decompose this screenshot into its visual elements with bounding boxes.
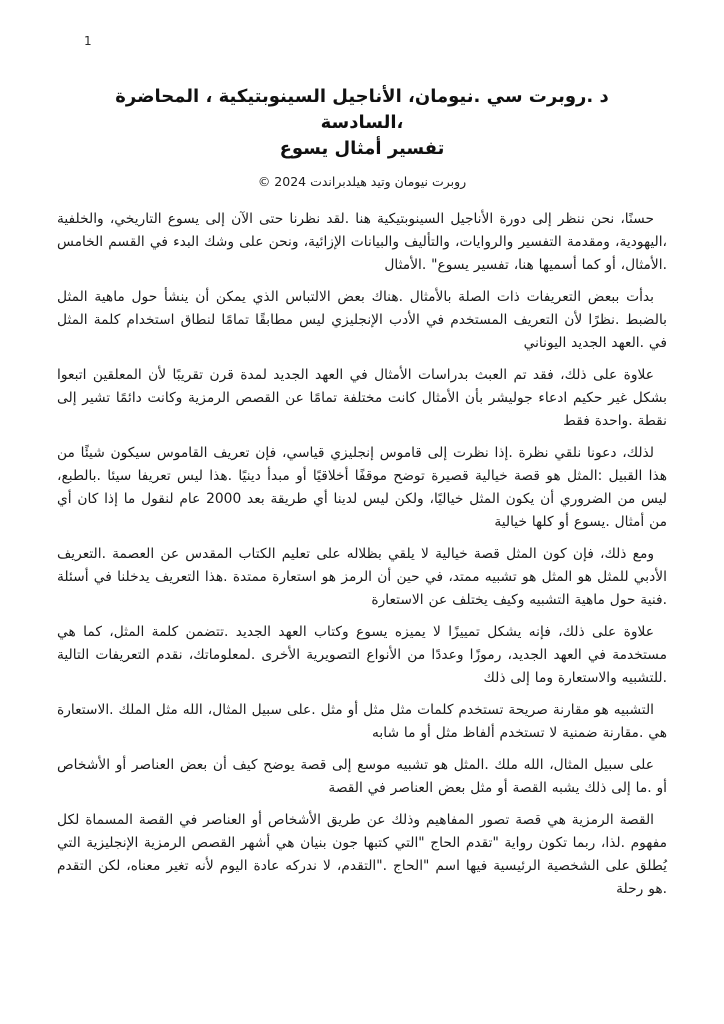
- paragraph-7: التشبيه هو مقارنة صريحة تستخدم كلمات مثل مثل أو مثل .على سبيل المثال، الله مثل الملك .الاستعارة هي .مقارنة ضمنية لا تستخدم ألفاظ مثل أو ما شابه: [57, 702, 667, 741]
- paragraph-5: ومع ذلك، فإن كون المثل قصة خيالية لا يلقي بظلاله على تعليم الكتاب المقدس عن العصمة .التعريف الأدبي للمثل هو المثل هو تشبيه ممتد، في حين أن الرمز هو استعارة ممتدة .هذا التعريف يدخلنا في أسئلة .فنية حول ماهية التشبيه وكيف يختلف عن الاستعارة: [57, 546, 667, 608]
- page-number: 1: [84, 34, 92, 48]
- paragraph-3: علاوة على ذلك، فقد تم العبث بدراسات الأمثال في العهد الجديد لمدة قرن تقريبًا لأن المعلقين اتبعوا بشكل غير حكيم ادعاء جوليشر بأن الأمثال كانت مختلفة تمامًا عن القصص الرمزية وكانت دائمًا تشير إلى نقطة .واحدة فقط: [57, 367, 667, 429]
- paragraph-2: بدأت ببعض التعريفات ذات الصلة بالأمثال .هناك بعض الالتباس الذي يمكن أن ينشأ حول ماهية المثل بالضبط .نظرًا لأن التعريف المستخدم في الأدب الإنجليزي ليس مطابقًا تمامًا لنطاق استخدام كلمة المثل في .العهد الجديد اليوناني: [57, 289, 667, 351]
- paragraph-1: حسنًا، نحن ننظر إلى دورة الأناجيل السينوبتيكية هنا .لقد نظرنا حتى الآن إلى يسوع التاريخي، والخلفية ،اليهودية، ومقدمة التفسير والروايات، والتأليف والبيانات الإزائية، ونحن على وشك البدء في القسم الخامس .الأمثال، أو كما أسميها هنا، تفسير يسوع" .الأمثال: [57, 211, 667, 273]
- paragraph-8: على سبيل المثال، الله ملك .المثل هو تشبيه موسع إلى قصة يوضح كيف أن بعض العناصر أو الأشخاص أو .ما إلى ذلك يشبه القصة أو مثل بعض العناصر في القصة: [57, 757, 667, 796]
- title-line-2: ،السادسة: [320, 112, 404, 133]
- title-line-1: د .روبرت سي .نيومان، الأناجيل السينوبتيكية ، المحاضرة: [115, 86, 609, 107]
- document-title: [57, 84, 667, 162]
- paragraph-9: القصة الرمزية هي قصة تصور المفاهيم وذلك عن طريق الأشخاص أو العناصر في القصة المسماة لكل مفهوم .لذا، ربما تكون رواية "تقدم الحاج "التي كتبها جون بنيان هي أشهر القصص الرمزية الإنجليزية التي يُطلق على الشخصية الرئيسية فيها اسم "الحاج ."التقدم، لا ندركه عادة اليوم لأنه تغير معناه، لكن التقدم .هو رحلة: [57, 812, 667, 897]
- title-line-3: تفسير أمثال يسوع: [279, 138, 445, 159]
- paragraph-4: لذلك، دعونا نلقي نظرة .إذا نظرت إلى قاموس إنجليزي قياسي، فإن تعريف القاموس سيكون شيئًا من هذا القبيل :المثل هو قصة خيالية قصيرة توضح موقفًا أخلاقيًا أو مبدأ دينيًا .هذا ليس تعريفا سيئا .بالطبع، ليس من الضروري أن يكون المثل خياليًا، ولكن ليس لدينا أي طريقة بعد 2000 عام لنقول ما إذا كان أي من أمثال .يسوع أو كلها خيالية: [57, 445, 667, 530]
- copyright-line: روبرت نيومان وتيد هيلدبراندت 2024 ©: [257, 174, 467, 189]
- document-body: [57, 208, 667, 910]
- paragraph-6: علاوة على ذلك، فإنه يشكل تمييزًا لا يميزه يسوع وكتاب العهد الجديد .تتضمن كلمة المثل، كما هي مستخدمة في العهد الجديد، رموزًا وعددًا من الأنواع التصويرية الأخرى .لمعلوماتك، نقدم التعريفات التالية .للتشبيه والاستعارة وما إلى ذلك: [57, 624, 667, 686]
- document-header: [57, 84, 667, 190]
